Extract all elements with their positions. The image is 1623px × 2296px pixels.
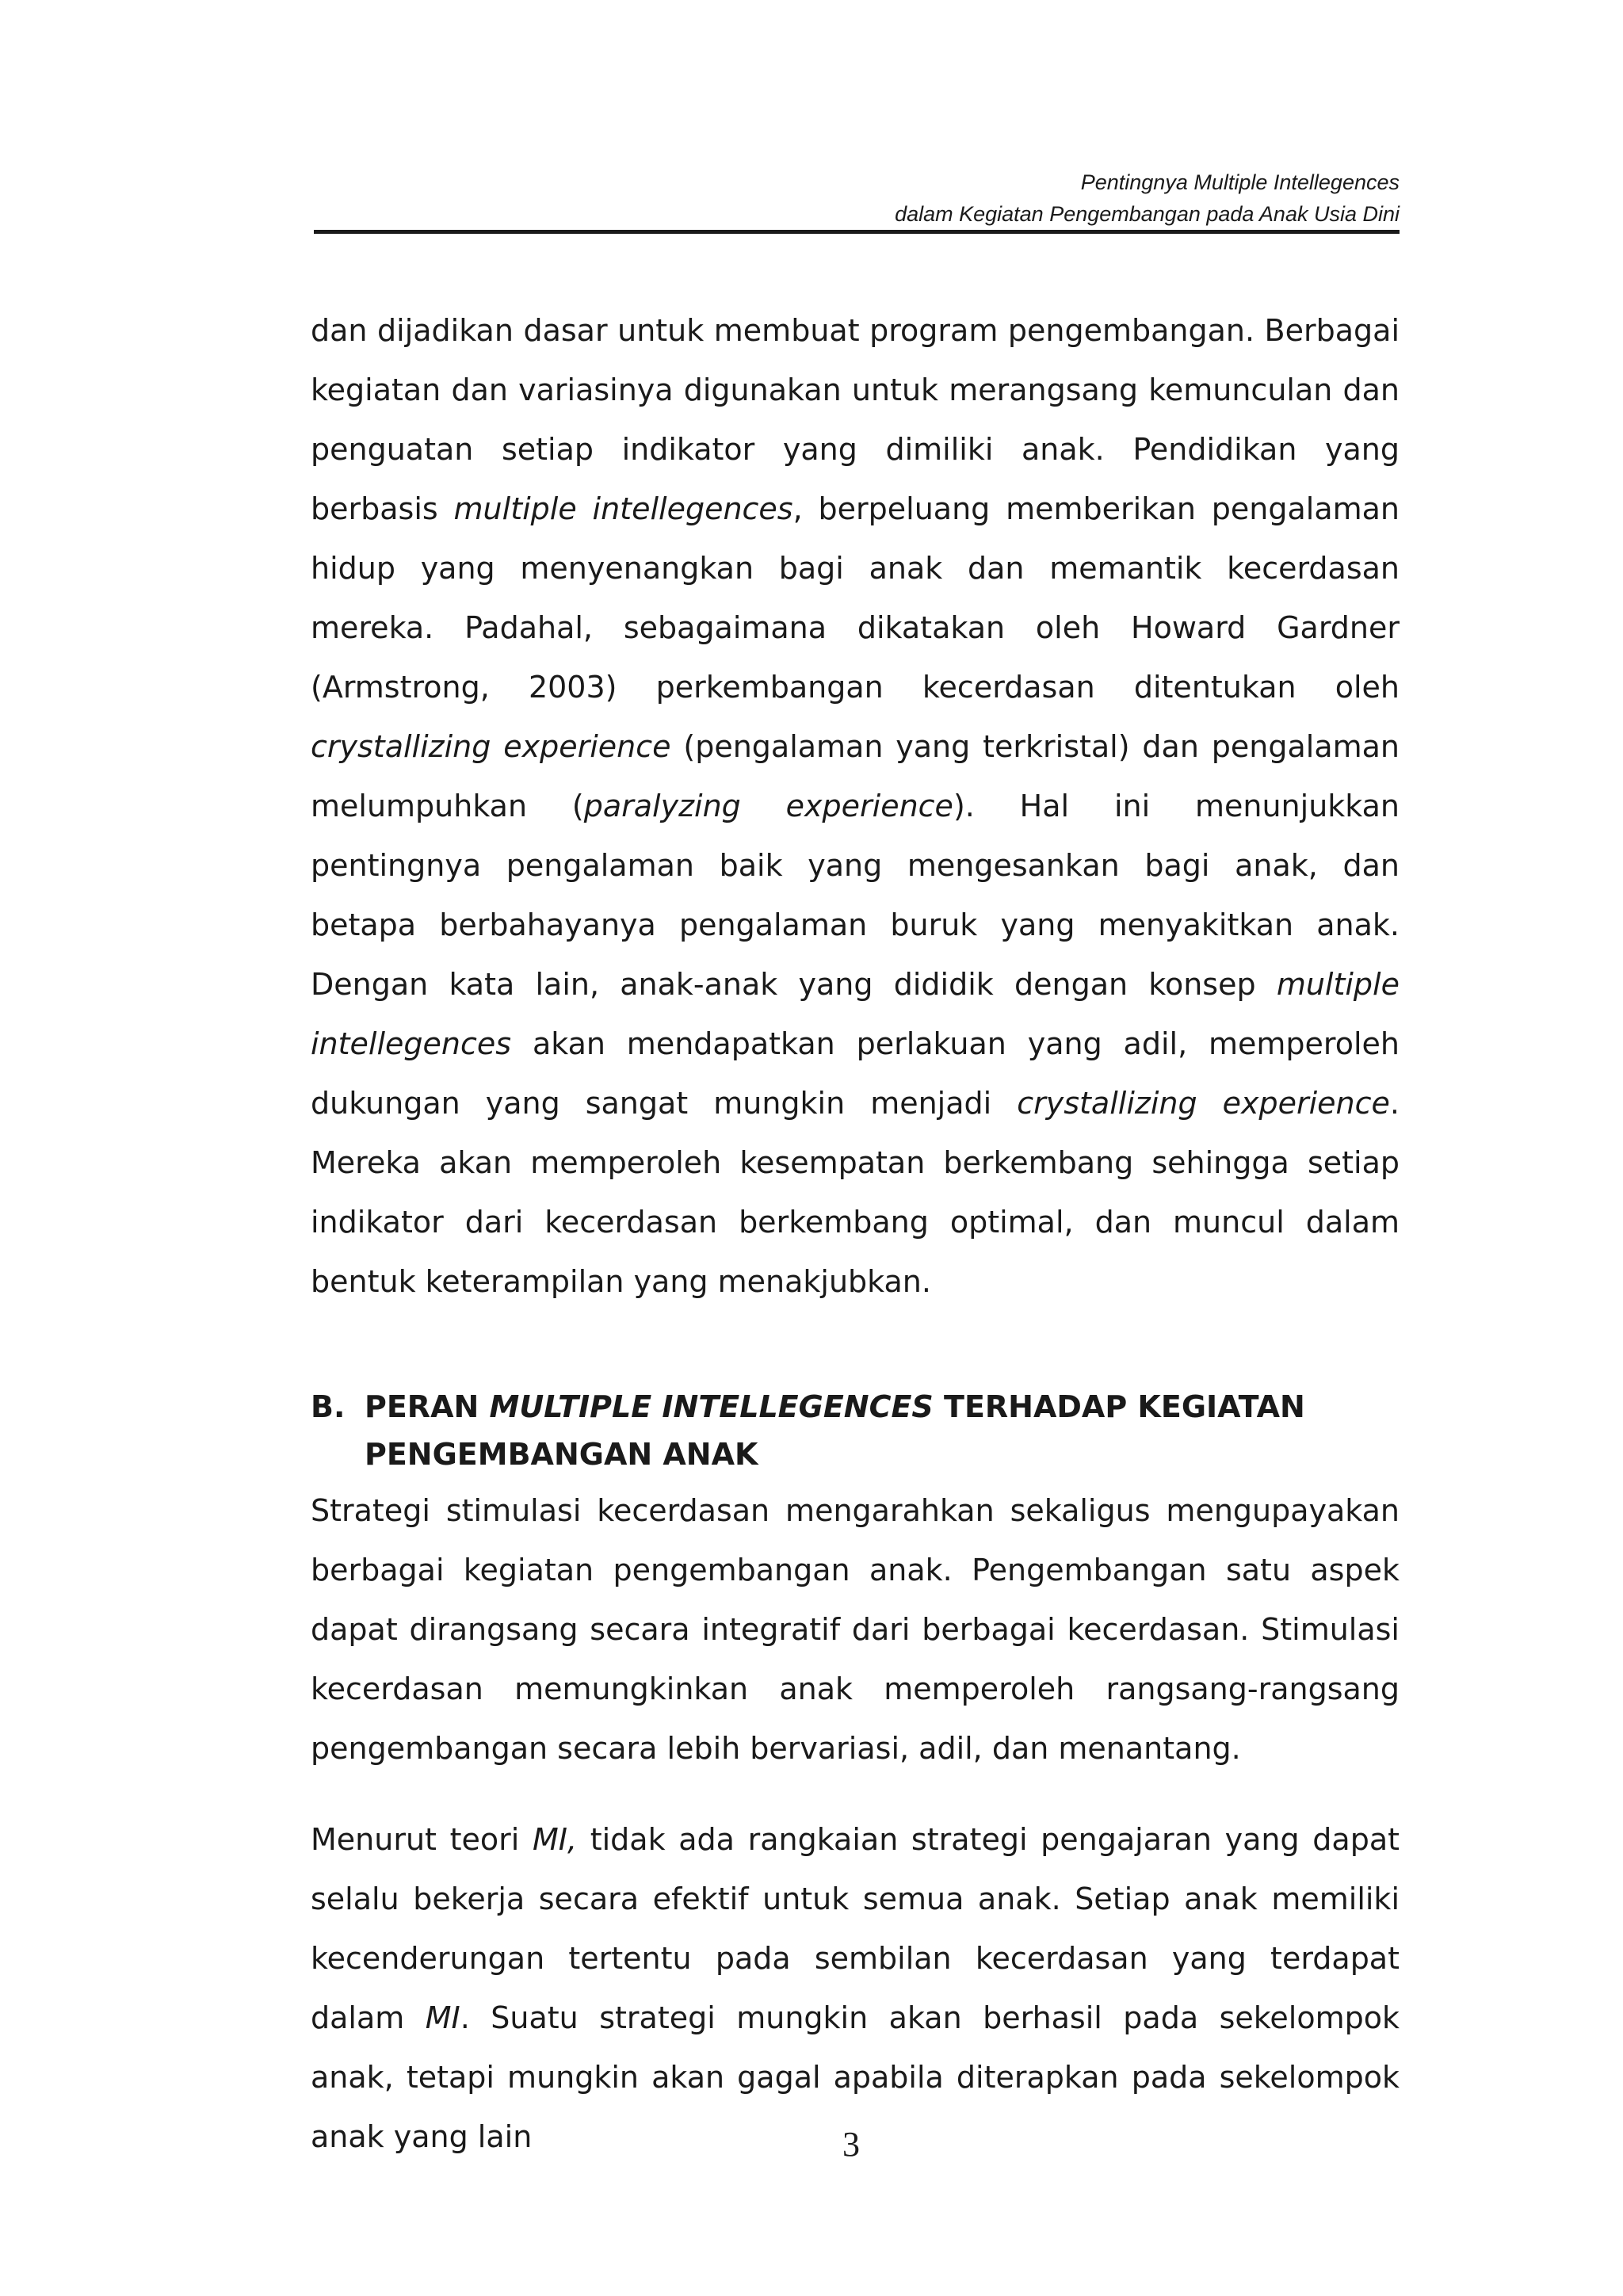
running-header-line-1: Pentingnya Multiple Intellegences [1080,170,1400,194]
page-number: 3 [842,2125,860,2164]
section-heading-b [311,1383,1400,1478]
paragraph-1-italic-3: paralyzing experience [583,789,953,823]
section-title-text-2: TERHADAP KEGIATAN PENGEMBANGAN ANAK [365,1389,1305,1472]
header-divider [314,230,1400,234]
section-title-italic: MULTIPLE INTELLEGENCES [489,1389,934,1424]
paragraph-1-italic-2: crystallizing experience [311,729,671,764]
paragraph-3 [311,1810,1400,2167]
paragraph-1-italic-4: multiple intellegences [311,967,1400,1061]
paragraph-1-italic-1: multiple intellegences [453,491,793,526]
paragraph-1-text-6: . Mereka akan memperoleh kesempatan berkembang sehingga setiap indikator dari kecerdasan berkembang optimal, dan muncul dalam bentuk keterampilan yang menakjubkan. [311,1086,1400,1299]
paragraph-3-text-2: tidak ada rangkaian strategi pengajaran yang dapat selalu bekerja secara efektif untuk semua anak. Setiap anak memiliki kecenderungan tertentu pada sembilan kecerdasan yang terdapat dalam [311,1822,1400,2035]
paragraph-3-text-1: Menurut teori [311,1822,533,1857]
paragraph-1-text-5: akan mendapatkan perlakuan yang adil, memperoleh dukungan yang sangat mungkin menjadi [311,1026,1400,1121]
page-body [311,301,1400,2167]
paragraph-1-italic-5: crystallizing experience [1017,1086,1390,1121]
paragraph-1-text-2: , berpeluang memberikan pengalaman hidup yang menyenangkan bagi anak dan memantik kecerdasan mereka. Padahal, sebagaimana dikatakan oleh Howard Gardner (Armstrong, 2003) perkembangan kecerdasan ditentukan oleh [311,491,1400,705]
paragraph-3-italic-1: MI, [532,1822,578,1857]
section-title-text-1: PERAN [365,1389,490,1424]
paragraph-1-text-3: (pengalaman yang terkristal) dan pengalaman melumpuhkan ( [311,729,1400,823]
paragraph-1-text-1: dan dijadikan dasar untuk membuat program pengembangan. Berbagai kegiatan dan variasinya digunakan untuk merangsang kemunculan dan penguatan setiap indikator yang dimiliki anak. Pendidikan yang berbasis [311,313,1400,526]
running-header-line-2: dalam Kegiatan Pengembangan pada Anak Usia Dini [895,202,1400,226]
paragraph-2: Strategi stimulasi kecerdasan mengarahkan sekaligus mengupayakan berbagai kegiatan pengembangan anak. Pengembangan satu aspek dapat dirangsang secara integratif dari berbagai kecerdasan. Stimulasi kecerdasan memungkinkan anak memperoleh rangsang-rangsang pengembangan secara lebih bervariasi, adil, dan menantang. [311,1493,1400,1766]
paragraph-3-italic-2: MI [425,2000,460,2035]
running-header [314,166,1400,230]
paragraph-3-text-3: . Suatu strategi mungkin akan berhasil pada sekelompok anak, tetapi mungkin akan gagal apabila diterapkan pada sekelompok anak yang lain [311,2000,1400,2154]
paragraph-1-text-4: ). Hal ini menunjukkan pentingnya pengalaman baik yang mengesankan bagi anak, dan betapa berbahayanya pengalaman buruk yang menyakitkan anak. Dengan kata lain, anak-anak yang dididik dengan konsep [311,789,1400,1002]
paragraph-1 [311,301,1400,1312]
section-letter: B. [311,1389,346,1424]
